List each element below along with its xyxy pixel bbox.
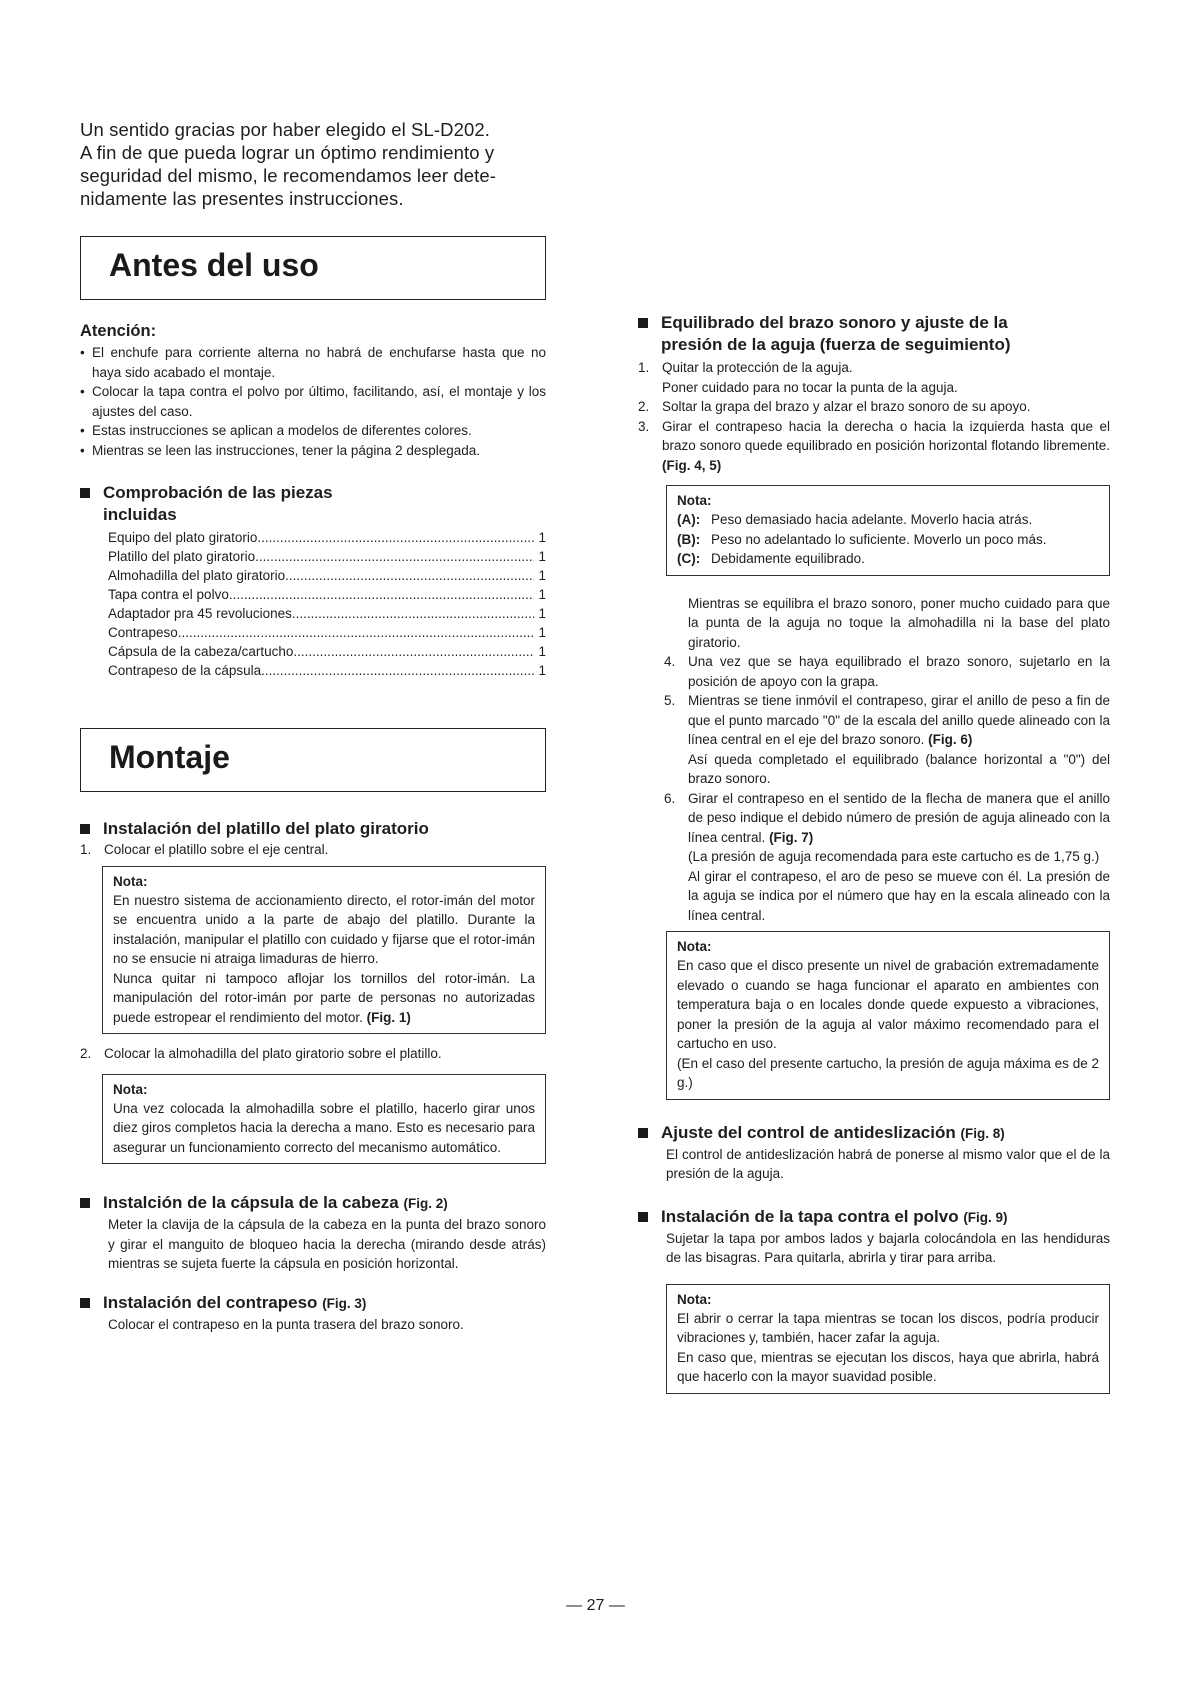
note-title: Nota: (677, 493, 712, 508)
fig-ref: (Fig. 2) (403, 1196, 448, 1211)
part-name: Contrapeso (108, 625, 178, 640)
part-name: Equipo del plato giratorio (108, 530, 258, 545)
note-item (677, 549, 1099, 569)
equilibrado-steps-2 (664, 652, 1110, 925)
note-box (666, 1284, 1110, 1394)
note-text: (En el caso del presente cartucho, la presión de aguja máxima es de 2 g.) (677, 1055, 1099, 1090)
step-text: Soltar la grapa del brazo y alzar el brazo sonoro de su apoyo. (662, 399, 1031, 414)
note-text: Una vez colocada la almohadilla sobre el platillo, hacerlo girar unos diez giros completos hacia la derecha a mano. Esto es necesario para asegurar un funcionamiento correcto del mecanismo automático. (113, 1100, 535, 1155)
intro-line: Un sentido gracias por haber elegido el SL-D202. (80, 119, 490, 140)
part-qty: 1 (538, 644, 546, 659)
step-text: Mientras se tiene inmóvil el contrapeso, girar el anillo de peso a fin de que el punto marcado "0" de la escala del anillo quede alineado con la línea central en el eje del brazo sonoro. (688, 693, 1110, 747)
note-box (666, 485, 1110, 576)
step-text: Al girar el contrapeso, el aro de peso se mueve con él. La presión de la aguja se indica por el número que hay en la escala alineado con la línea central. (688, 868, 1110, 923)
square-bullet-icon (80, 488, 90, 498)
step-text: Una vez que se haya equilibrado el brazo sonoro, sujetarlo en la posición de apoyo con la grapa. (688, 654, 1110, 689)
note-label: (A): (677, 512, 701, 527)
tapa-heading (638, 1206, 1110, 1229)
step-text: Girar el contrapeso en el sentido de la flecha de manera que el anillo de peso indique el debido número de presión de aguja alineado con la línea central. (688, 790, 1110, 845)
page-number: — 27 — (566, 1597, 625, 1614)
step-text: Así queda completado el equilibrado (balance horizontal a "0") del brazo sonoro. (688, 751, 1110, 786)
step-item: 2. Colocar la almohadilla del plato giratorio sobre el platillo. (80, 1046, 442, 1061)
note-item (677, 510, 1099, 530)
heading-text: Ajuste del control de antideslización (661, 1122, 956, 1142)
fig-ref: (Fig. 7) (769, 829, 814, 845)
parts-heading (80, 482, 546, 526)
attention-item: • Mientras se leen las instrucciones, tener la página 2 desplegada. (80, 441, 546, 461)
intro-line: nidamente las presentes instrucciones. (80, 188, 404, 209)
step-item: 1. Quitar la protección de la aguja. Poner cuidado para no tocar la punta de la aguja. (638, 360, 958, 395)
step-item: 4. Una vez que se haya equilibrado el brazo sonoro, sujetarlo en la posición de apoyo con la grapa. (664, 654, 1110, 689)
antideslizacion-text: El control de antideslización habrá de ponerse al mismo valor que el de la presión de la aguja. (666, 1146, 1110, 1181)
capsula-text: Meter la clavija de la cápsula de la cabeza en la punta del brazo sonoro y girar el manguito de bloqueo hacia la derecha (mirando desde atrás) mientras se sujeta fuerte la cápsula en posición horizontal. (108, 1217, 546, 1271)
parts-heading-line: Comprobación de las piezas (103, 483, 333, 502)
section-title: Montaje (109, 739, 230, 775)
tapa-text: Sujetar la tapa por ambos lados y bajarla colocándola en las hendiduras de las bisagras. Para quitarla, abrirla y tirar para arriba. (666, 1230, 1110, 1265)
capsula-heading (80, 1192, 546, 1215)
fig-ref: (Fig. 6) (928, 732, 973, 747)
part-name: Tapa contra el polvo (108, 587, 229, 602)
step-text: Colocar el platillo sobre el eje central. (104, 842, 329, 857)
fig-ref: (Fig. 3) (322, 1295, 367, 1311)
note-text-body: Nunca quitar ni tampoco aflojar los tornillos del rotor-imán. La manipulación del rotor-imán por parte de personas no autorizadas puede estropear el rendimiento del motor. (113, 970, 535, 1025)
intro-paragraph (80, 118, 546, 210)
antideslizacion-heading (638, 1122, 1110, 1145)
part-qty: 1 (538, 606, 546, 621)
square-bullet-icon (80, 1298, 90, 1308)
contrapeso-heading (80, 1292, 546, 1315)
intro-line: A fin de que pueda lograr un óptimo rendimiento y (80, 142, 495, 163)
attention-title: Atención: (80, 322, 157, 340)
step-item: 6. Girar el contrapeso en el sentido de la flecha de manera que el anillo de peso indique el debido número de presión de aguja alineado con la línea central. (Fig. 7) (La presión de aguja recomendada para este cartucho es de 1,75 g.) Al girar el contrapeso, el aro de peso se mueve con él. La presión de la aguja se indica por el número que hay en la escala alineado con la línea central. (664, 790, 1110, 923)
after-note-text: Mientras se equilibra el brazo sonoro, poner mucho cuidado para que la punta de la aguja no toque la almohadilla ni la base del plato giratorio. (688, 595, 1110, 650)
note-title: Nota: (113, 873, 148, 889)
step-text: Poner cuidado para no tocar la punta de la aguja. (662, 379, 958, 395)
note-text: El abrir o cerrar la tapa mientras se tocan los discos, podría producir vibraciones y, también, hacer zafar la aguja. (677, 1310, 1099, 1345)
step-item: 3. Girar el contrapeso hacia la derecha o hacia la izquierda hasta que el brazo sonoro quede equilibrado en posición horizontal flotando libremente. (Fig. 4, 5) (638, 418, 1110, 473)
heading-text: Instalción de la cápsula de la cabeza (103, 1193, 399, 1212)
fig-ref: (Fig. 1) (366, 1009, 411, 1025)
part-qty: 1 (538, 530, 546, 545)
attention-item: • Colocar la tapa contra el polvo por último, facilitando, así, el montaje y los ajustes del caso. (80, 382, 546, 421)
note-value: Peso demasiado hacia adelante. Moverlo hacia atrás. (711, 512, 1033, 527)
part-name: Adaptador pra 45 revoluciones (108, 606, 292, 621)
part-qty: 1 (538, 587, 546, 602)
note-title: Nota: (677, 1291, 712, 1307)
section-montaje (80, 728, 546, 792)
parts-list (108, 528, 546, 680)
note-title: Nota: (677, 939, 712, 954)
note-text: En nuestro sistema de accionamiento directo, el rotor-imán del motor se encuentra unido a la parte de abajo del platillo. Durante la instalación, manipular el platillo con cuidado y fijarse que el rotor-imán no se ensucie ni atraiga limaduras de hierro. (113, 892, 535, 966)
step-item: 5. Mientras se tiene inmóvil el contrapeso, girar el anillo de peso a fin de que el punto marcado "0" de la escala del anillo quede alineado con la línea central en el eje del brazo sonoro. (Fig. 6) Así queda completado el equilibrado (balance horizontal a "0") del brazo sonoro. (664, 693, 1110, 786)
list-item (108, 623, 546, 642)
attention-list (80, 343, 546, 460)
note-value: Peso no adelantado lo suficiente. Moverlo un poco más. (711, 531, 1047, 547)
part-qty: 1 (538, 549, 546, 564)
contrapeso-text: Colocar el contrapeso en la punta trasera del brazo sonoro. (108, 1316, 464, 1332)
part-qty: 1 (538, 663, 546, 678)
equilibrado-steps (638, 358, 1110, 475)
note-text: En caso que, mientras se ejecutan los discos, haya que abrirla, habrá que hacerlo con la mayor suavidad posible. (677, 1349, 1099, 1384)
heading-text: presión de la aguja (fuerza de seguimiento) (661, 335, 1011, 354)
section-title: Antes del uso (109, 247, 319, 283)
note-title: Nota: (113, 1081, 148, 1097)
heading-text: Instalación del platillo del plato giratorio (103, 819, 429, 838)
part-qty: 1 (538, 568, 546, 583)
left-column (80, 118, 546, 1334)
step-text: (La presión de aguja recomendada para este cartucho es de 1,75 g.) (688, 849, 1100, 864)
part-name: Platillo del plato giratorio (108, 549, 256, 564)
note-text: En caso que el disco presente un nivel de grabación extremadamente elevado o cuando se haga funcionar el aparato en ambientes con temperatura baja o en locales donde quede expuesto a vibraciones, poner la presión de la aguja al valor máximo recomendado para el cartucho en uso. (677, 958, 1099, 1051)
note-value: Debidamente equilibrado. (711, 551, 865, 566)
note-item (677, 530, 1099, 550)
platillo-steps (80, 840, 546, 860)
attention-item: • Estas instrucciones se aplican a modelos de diferentes colores. (80, 421, 546, 441)
equilibrado-heading (638, 312, 1110, 356)
intro-line: seguridad del mismo, le recomendamos leer dete- (80, 165, 497, 186)
list-item (108, 604, 546, 623)
list-item (108, 642, 546, 661)
square-bullet-icon (80, 824, 90, 834)
note-label: (C): (677, 551, 701, 566)
part-name: Cápsula de la cabeza/cartucho (108, 644, 294, 659)
note-box (102, 1074, 546, 1165)
step-item: 1. Colocar el platillo sobre el eje central. (80, 842, 329, 857)
list-item (108, 566, 546, 585)
note-box (666, 931, 1110, 1100)
note-text (113, 969, 535, 1028)
heading-text: Instalación del contrapeso (103, 1292, 318, 1312)
part-name: Contrapeso de la cápsula (108, 663, 262, 678)
parts-heading-line: incluidas (103, 505, 177, 524)
list-item (108, 661, 546, 680)
platillo-heading (80, 818, 546, 840)
step-item: 2. Soltar la grapa del brazo y alzar el brazo sonoro de su apoyo. (638, 399, 1031, 414)
note-box (102, 866, 546, 1035)
attention-item: • El enchufe para corriente alterna no habrá de enchufarse hasta que no haya sido acabado el montaje. (80, 343, 546, 382)
step-text: Colocar la almohadilla del plato giratorio sobre el platillo. (104, 1046, 442, 1061)
part-name: Almohadilla del plato giratorio (108, 568, 286, 583)
fig-ref: (Fig. 9) (963, 1209, 1008, 1225)
square-bullet-icon (638, 1128, 648, 1138)
section-antes-del-uso (80, 236, 546, 300)
square-bullet-icon (638, 318, 648, 328)
fig-ref: (Fig. 4, 5) (662, 457, 722, 473)
platillo-steps-2 (80, 1044, 546, 1064)
part-qty: 1 (538, 625, 546, 640)
list-item (108, 547, 546, 566)
heading-text: Instalación de la tapa contra el polvo (661, 1206, 959, 1226)
list-item (108, 528, 546, 547)
list-item (108, 585, 546, 604)
square-bullet-icon (638, 1212, 648, 1222)
step-text: Girar el contrapeso hacia la derecha o hacia la izquierda hasta que el brazo sonoro quede equilibrado en posición horizontal flotando libremente. (662, 418, 1110, 453)
right-column (638, 312, 1110, 1394)
fig-ref: (Fig. 8) (960, 1125, 1005, 1141)
step-text: Quitar la protección de la aguja. (662, 360, 853, 375)
note-label: (B): (677, 531, 701, 547)
heading-text: Equilibrado del brazo sonoro y ajuste de la (661, 313, 1008, 332)
square-bullet-icon (80, 1198, 90, 1208)
